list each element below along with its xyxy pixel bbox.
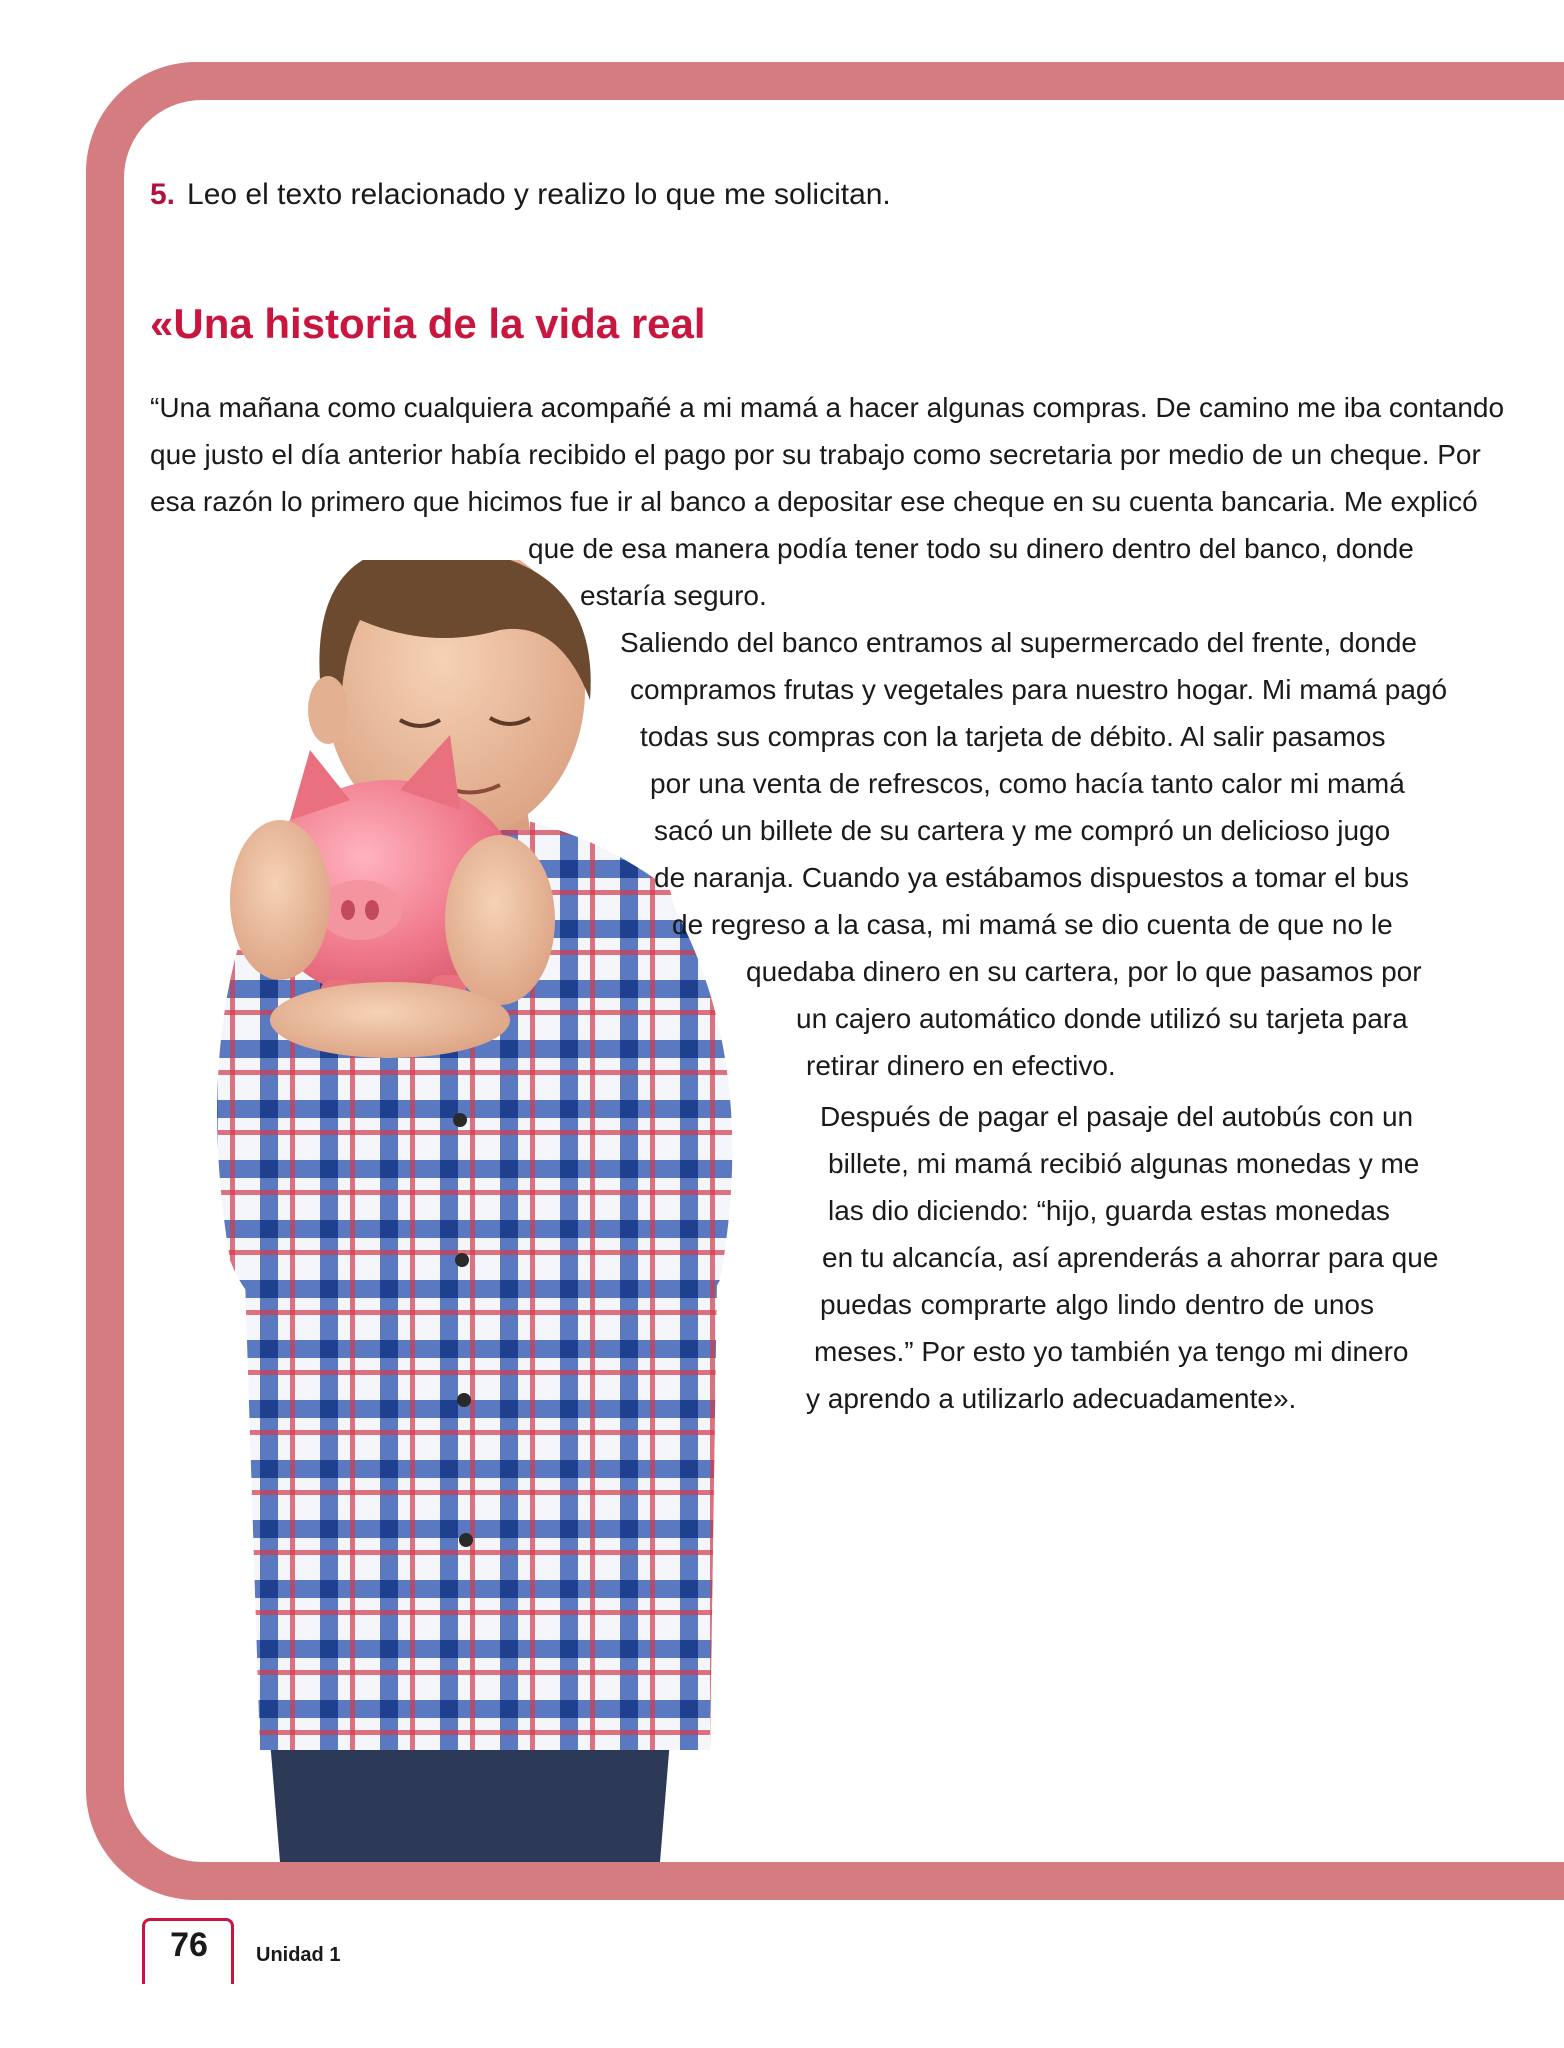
page-number: 76 [170,1926,208,1964]
unit-label: Unidad 1 [256,1944,341,1966]
story-line: de regreso a la casa, mi mamá se dio cuenta de que no le [672,909,1393,940]
story-line: estaría seguro. [580,580,767,611]
story-line: las dio diciendo: “hijo, guarda estas monedas [828,1195,1390,1226]
story-line: quedaba dinero en su cartera, por lo que pasamos por [746,956,1422,987]
story-line: que justo el día anterior había recibido el pago por su trabajo como secretaria por medio de un cheque. Por [150,439,1481,470]
activity-number: 5. [150,178,176,211]
story-line: y aprendo a utilizarlo adecuadamente». [806,1383,1297,1414]
activity-text: Leo el texto relacionado y realizo lo que me solicitan. [187,178,891,211]
story-title: «Una historia de la vida real [150,300,706,347]
story-line: esa razón lo primero que hicimos fue ir al banco a depositar ese cheque en su cuenta bancaria. Me explicó [150,486,1478,517]
story-line: compramos frutas y vegetales para nuestro hogar. Mi mamá pagó [630,674,1448,705]
story-line: un cajero automático donde utilizó su tarjeta para [796,1003,1408,1034]
story-line: todas sus compras con la tarjeta de débito. Al salir pasamos [640,721,1386,752]
story-line: retirar dinero en efectivo. [806,1050,1116,1081]
story-line: de naranja. Cuando ya estábamos dispuestos a tomar el bus [654,862,1409,893]
story-line: Saliendo del banco entramos al supermercado del frente, donde [620,627,1417,658]
story-line: en tu alcancía, así aprenderás a ahorrar para que [822,1242,1439,1273]
story-line: sacó un billete de su cartera y me compró un delicioso jugo [654,815,1391,846]
story-line: que de esa manera podía tener todo su dinero dentro del banco, donde [528,533,1414,564]
story-line: “Una mañana como cualquiera acompañé a mi mamá a hacer algunas compras. De camino me iba contando [150,392,1505,423]
story-line: meses.” Por esto yo también ya tengo mi dinero [814,1336,1409,1367]
story-line: billete, mi mamá recibió algunas monedas y me [828,1148,1420,1179]
story-line: puedas comprarte algo lindo dentro de unos [820,1289,1374,1320]
story-line: Después de pagar el pasaje del autobús con un [820,1101,1414,1132]
story-line: por una venta de refrescos, como hacía tanto calor mi mamá [650,768,1405,799]
activity-instruction [150,178,891,212]
